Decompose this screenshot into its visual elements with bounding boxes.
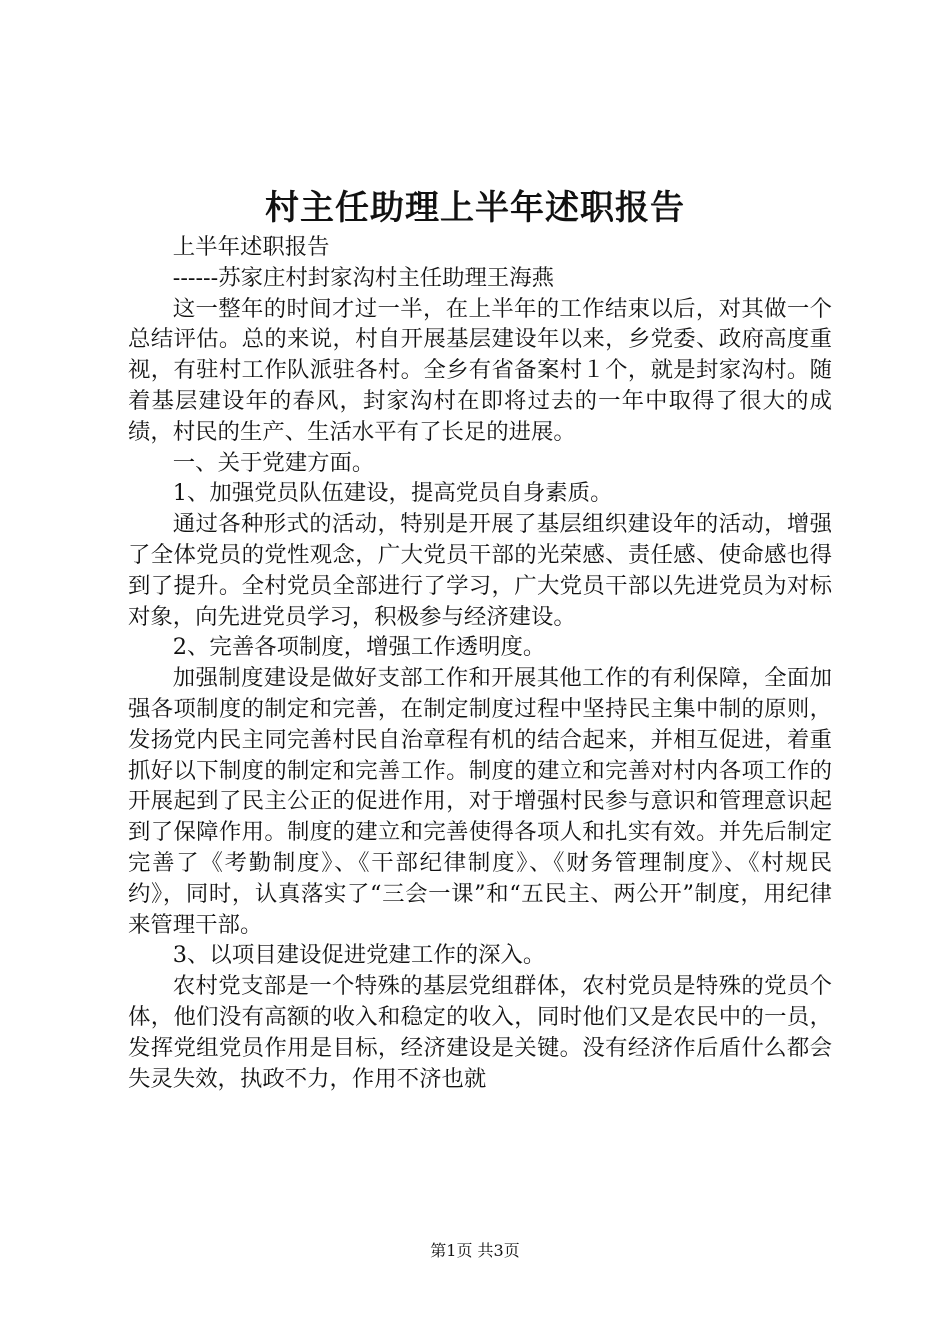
subsection-heading: 3、以项目建设促进党建工作的深入。 [172,942,546,969]
section-heading: 一、关于党建方面。 [172,449,375,476]
subsection-heading: 2、完善各项制度，增强工作透明度。 [172,634,546,661]
paragraph: 农村党支部是一个特殊的基层党组群体，农村党员是特殊的党员个体，他们没有高额的收入和稳定的收入，同时他们又是农民中的一员，发挥党组党员作用是目标，经济建设是关键。没有经济作后盾什么都会失灵失效，执政不力，作用不济也就 [128,973,832,1092]
paragraph: 这一整年的时间才过一半，在上半年的工作结束以后，对其做一个总结评估。总的来说，村自开展基层建设年以来，乡党委、政府高度重视，有驻村工作队派驻各村。全乡有省备案村１个，就是封家沟村。随着基层建设年的春风，封家沟村在即将过去的一年中取得了很大的成绩，村民的生产、生活水平有了长足的进展。 [128,295,832,445]
paragraph: 加强制度建设是做好支部工作和开展其他工作的有利保障，全面加强各项制度的制定和完善，在制定制度过程中坚持民主集中制的原则，发扬党内民主同完善村民自治章程有机的结合起来，并相互促进，着重抓好以下制度的制定和完善工作。制度的建立和完善对村内各项工作的开展起到了民主公正的促进作用，对于增强村民参与意识和管理意识起到了保障作用。制度的建立和完善使得各项人和扎实有效。并先后制定完善了《考勤制度》、《干部纪律制度》、《财务管理制度》、《村规民约》，同时，认真落实了“三会一课”和“五民主、两公开”制度，用纪律来管理干部。 [128,665,832,938]
document-title: 村主任助理上半年述职报告 [265,188,685,228]
document-body [128,232,832,1094]
paragraph: 通过各种形式的活动，特别是开展了基层组织建设年的活动，增强了全体党员的党性观念，广大党员干部的光荣感、责任感、使命感也得到了提升。全村党员全部进行了学习，广大党员干部以先进党员为对标对象，向先进党员学习，积极参与经济建设。 [128,511,832,630]
page-footer: 第1页 共3页 [430,1241,520,1260]
subsection-heading: 1、加强党员队伍建设，提高党员自身素质。 [172,480,613,507]
paragraph-author: ------苏家庄村封家沟村主任助理王海燕 [172,264,555,291]
paragraph-subtitle: 上半年述职报告 [172,234,330,260]
